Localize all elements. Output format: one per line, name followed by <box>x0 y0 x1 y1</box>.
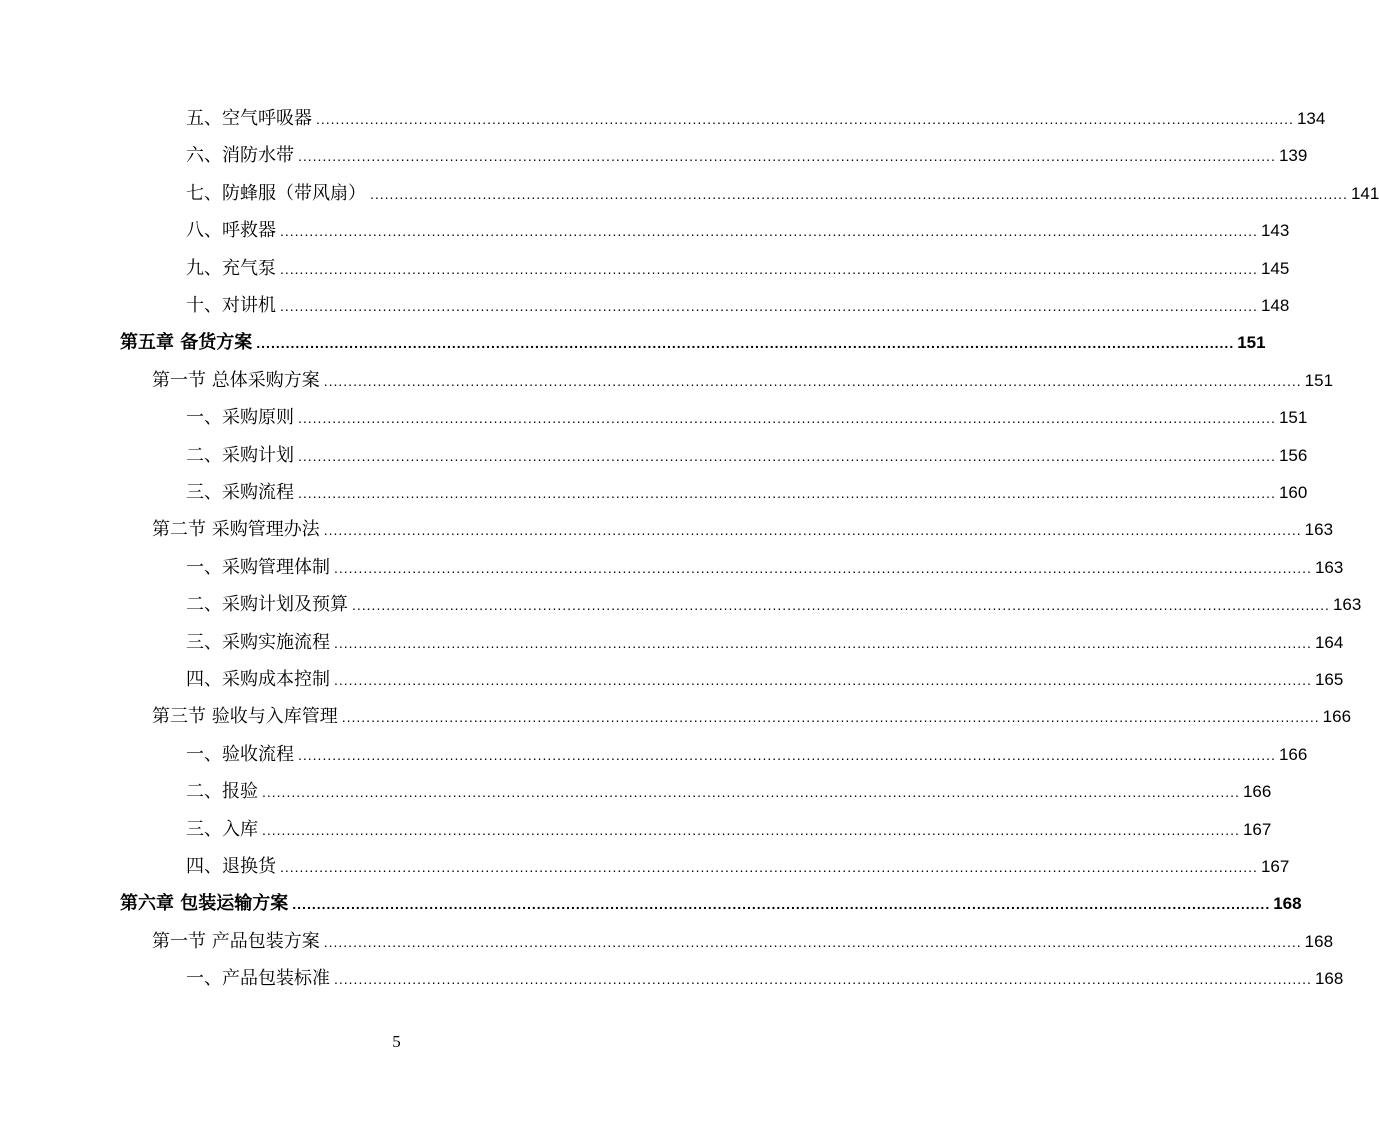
toc-entry-page: 168 <box>1304 931 1334 951</box>
toc-entry-title: 九、充气泵 <box>186 257 276 279</box>
toc-entry-section <box>152 515 1334 545</box>
toc-entry-title: 一、采购原则 <box>186 407 294 429</box>
toc-entry-title: 十、对讲机 <box>186 295 276 316</box>
toc-dot-leader: ........................................................................................................................................................................................................ <box>280 298 1258 314</box>
toc-entry-page: 166 <box>1242 782 1272 802</box>
toc-dot-leader: ........................................................................................................................................................................................................ <box>280 223 1258 240</box>
toc-entry-page: 164 <box>1314 632 1344 652</box>
toc-entry-title: 一、采购管理体制 <box>186 556 330 578</box>
toc-dot-leader: ........................................................................................................................................................................................................ <box>334 559 1312 576</box>
toc-entry-page: 163 <box>1332 595 1362 615</box>
toc-entry-item <box>186 104 1326 134</box>
toc-dot-leader: ........................................................................................................................................................................................................ <box>256 335 1235 352</box>
toc-entry-title: 四、退换货 <box>186 856 276 877</box>
toc-dot-leader: ........................................................................................................................................................................................................ <box>334 634 1312 651</box>
toc-entry-item <box>186 216 1290 246</box>
toc-entry-page: 166 <box>1322 707 1352 727</box>
toc-dot-leader: ........................................................................................................................................................................................................ <box>341 709 1320 726</box>
toc-entry-chapter <box>120 328 1266 358</box>
toc-entry-title: 一、验收流程 <box>186 743 294 765</box>
toc-dot-leader: ........................................................................................................................................................................................................ <box>323 522 1302 539</box>
toc-entry-item <box>186 740 1308 770</box>
toc-entry-item <box>186 852 1290 882</box>
toc-entry-title: 第六章 包装运输方案 <box>120 893 289 915</box>
toc-entry-page: 167 <box>1242 819 1272 839</box>
toc-entry-item <box>186 628 1344 658</box>
toc-dot-leader: ........................................................................................................................................................................................................ <box>298 148 1276 165</box>
toc-entry-page: 165 <box>1314 670 1344 689</box>
toc-dot-leader: ........................................................................................................................................................................................................ <box>298 746 1276 763</box>
toc-entry-page: 151 <box>1237 333 1266 353</box>
toc-dot-leader: ........................................................................................................................................................................................................ <box>298 485 1276 501</box>
toc-entry-title: 三、采购实施流程 <box>186 631 330 653</box>
toc-entry-page: 168 <box>1314 969 1344 989</box>
toc-dot-leader: ........................................................................................................................................................................................................ <box>280 859 1258 875</box>
toc-entry-title: 三、采购流程 <box>186 482 294 503</box>
toc-entry-title: 四、采购成本控制 <box>186 669 330 690</box>
toc-entry-item <box>186 665 1344 695</box>
toc-entry-title: 二、报验 <box>186 781 258 803</box>
toc-entry-title: 二、采购计划及预算 <box>186 594 348 616</box>
toc-entry-page: 163 <box>1304 520 1334 540</box>
toc-entry-item <box>186 141 1308 171</box>
toc-entry-page: 143 <box>1260 221 1290 241</box>
toc-entry-page: 163 <box>1314 557 1344 577</box>
toc-entry-title: 三、入库 <box>186 818 258 840</box>
toc-entry-title: 一、产品包装标准 <box>186 968 330 990</box>
toc-entry-page: 151 <box>1304 370 1334 390</box>
toc-entry-item <box>186 254 1290 284</box>
toc-dot-leader: ........................................................................................................................................................................................................ <box>292 896 1271 913</box>
toc-entry-page: 156 <box>1278 445 1308 465</box>
toc-dot-leader: ........................................................................................................................................................................................................ <box>298 447 1276 464</box>
toc-entry-title: 五、空气呼吸器 <box>186 108 312 129</box>
toc-entry-section <box>152 702 1352 732</box>
page-number: 5 <box>392 1032 401 1051</box>
toc-dot-leader: ........................................................................................................................................................................................................ <box>352 597 1330 614</box>
toc-entry-page: 167 <box>1260 857 1290 876</box>
toc-entry-item <box>186 777 1272 807</box>
toc-entry-page: 145 <box>1260 258 1290 278</box>
toc-entry-title: 八、呼救器 <box>186 220 276 242</box>
toc-entry-page: 168 <box>1273 894 1302 914</box>
toc-entry-page: 151 <box>1278 408 1308 428</box>
toc-entry-title: 第二节 采购管理办法 <box>152 519 320 541</box>
toc-dot-leader: ........................................................................................................................................................................................................ <box>323 933 1302 950</box>
toc-entry-item <box>186 590 1362 620</box>
toc-dot-leader: ........................................................................................................................................................................................................ <box>298 410 1276 427</box>
toc-entry-title: 七、防蜂服（带风扇） <box>186 182 366 204</box>
toc-entry-title: 二、采购计划 <box>186 444 294 466</box>
toc-entry-page: 166 <box>1278 744 1308 764</box>
toc-entry-title: 第三节 验收与入库管理 <box>152 706 338 728</box>
toc-entry-item <box>186 964 1344 994</box>
toc-entry-chapter <box>120 889 1302 919</box>
toc-entry-item <box>186 403 1308 433</box>
toc-entry-page: 139 <box>1278 146 1308 166</box>
toc-entry-title: 第五章 备货方案 <box>120 332 253 354</box>
toc-entry-section <box>152 927 1334 957</box>
toc-entry-item <box>186 441 1308 471</box>
toc-dot-leader: ........................................................................................................................................................................................................ <box>262 821 1240 838</box>
toc-entry-item <box>186 291 1290 321</box>
toc-entry-page: 160 <box>1278 483 1308 502</box>
toc-dot-leader: ........................................................................................................................................................................................................ <box>323 372 1302 389</box>
toc-entry-title: 第一节 产品包装方案 <box>152 930 320 952</box>
toc-entry-title: 六、消防水带 <box>186 145 294 167</box>
toc-entry-item <box>186 179 1379 209</box>
toc-dot-leader: ........................................................................................................................................................................................................ <box>334 672 1312 688</box>
toc-dot-leader: ........................................................................................................................................................................................................ <box>316 111 1294 127</box>
toc-dot-leader: ........................................................................................................................................................................................................ <box>262 784 1240 801</box>
toc-dot-leader: ........................................................................................................................................................................................................ <box>280 260 1258 277</box>
toc-entry-title: 第一节 总体采购方案 <box>152 369 320 391</box>
toc-entry-item <box>186 478 1308 508</box>
toc-dot-leader: ........................................................................................................................................................................................................ <box>370 185 1348 202</box>
toc-entry-page: 134 <box>1296 109 1326 128</box>
toc-entry-item <box>186 553 1344 583</box>
toc-entry-page: 141 <box>1350 183 1379 203</box>
toc-entry-item <box>186 815 1272 845</box>
toc-entry-page: 148 <box>1260 296 1290 315</box>
toc-entry-section <box>152 366 1334 396</box>
toc-dot-leader: ........................................................................................................................................................................................................ <box>334 971 1312 988</box>
